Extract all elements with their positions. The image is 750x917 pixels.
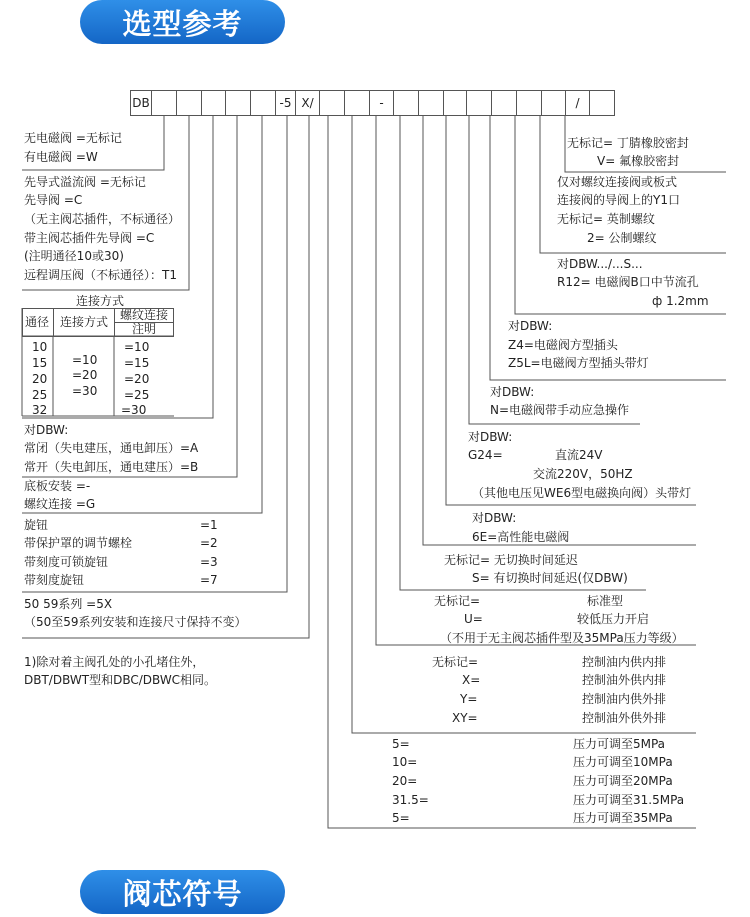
option-text: 对DBW: (472, 511, 517, 525)
option-text: 无标记= (434, 594, 481, 608)
option-text: （无主阀芯插件，不标通径） (24, 212, 181, 226)
option-text: 对DBW.../...S... (557, 257, 643, 271)
option-text: 对DBW: (468, 430, 513, 444)
option-code: =7 (200, 573, 218, 587)
option-text: R12= 电磁阀B口中节流孔 (557, 275, 699, 289)
option-text: Z5L=电磁阀方型插头带灯 (508, 356, 649, 370)
option-text: 较低压力开启 (577, 612, 650, 626)
option-text: 带刻度旋钮 (24, 573, 85, 587)
option-text: 无标记= (432, 655, 479, 669)
option-text: 常开（失电卸压，通电建压）=B (24, 460, 199, 474)
pressure-code: 5= (392, 737, 410, 751)
code-cell: X/ (296, 91, 320, 115)
option-text: 标准型 (587, 594, 624, 608)
option-text: 无标记= 无切换时间延迟 (444, 553, 578, 567)
option-text: 连接阀的导阀上的Y1口 (557, 193, 680, 207)
table-cell: 15 (32, 356, 48, 370)
option-text: Z4=电磁阀方型插头 (508, 338, 618, 352)
table-header: 通径 (23, 309, 54, 337)
code-cell: / (566, 91, 590, 115)
option-text: G24= (468, 448, 503, 462)
option-text: 对DBW: (490, 385, 535, 399)
option-text: 无电磁阀 =无标记 (24, 131, 122, 145)
option-text: S= 有切换时间延迟(仅DBW) (472, 571, 628, 585)
option-text: （不用于无主阀芯插件型及35MPa压力等级） (440, 631, 684, 645)
option-text: 控制油内供内排 (582, 655, 667, 669)
option-text: 控制油外供内排 (582, 673, 667, 687)
table-cell: =15 (124, 356, 150, 370)
option-text: 远程调压阀（不标通径）：T1 (24, 268, 177, 282)
pressure-code: 20= (392, 774, 418, 788)
table-cell: =25 (124, 388, 150, 402)
option-text: 带主阀芯插件先导阀 =C (24, 231, 155, 245)
option-text: N=电磁阀带手动应急操作 (490, 403, 630, 417)
option-text: U= (464, 612, 483, 626)
option-text: X= (462, 673, 481, 687)
pressure-text: 压力可调至35MPa (573, 811, 673, 825)
table-cell: =10 (124, 340, 150, 354)
option-text: 有电磁阀 =W (24, 150, 98, 164)
table-header: 注明 (115, 323, 174, 337)
option-text: 底板安装 =- (24, 479, 91, 493)
table-cell: 25 (32, 388, 48, 402)
option-text: V= 氟橡胶密封 (597, 154, 680, 168)
option-text: 6E=高性能电磁阀 (472, 530, 570, 544)
pressure-text: 压力可调至20MPa (573, 774, 673, 788)
option-text: XY= (452, 711, 478, 725)
code-cell: - (370, 91, 394, 115)
option-text: 带刻度可锁旋钮 (24, 555, 109, 569)
option-text: 带保护罩的调节螺栓 (24, 536, 133, 550)
option-text: 无标记= 英制螺纹 (557, 212, 655, 226)
table-cell: 10 (32, 340, 48, 354)
table-cell: =30 (121, 403, 147, 417)
option-text: Y= (460, 692, 478, 706)
table-header: 螺纹连接 (115, 309, 174, 323)
connection-table-title: 连接方式 (76, 294, 125, 308)
option-text: 对DBW: (508, 319, 553, 333)
table-cell: =10 (72, 353, 98, 367)
table-cell: 20 (32, 372, 48, 386)
option-text: 50 59系列 =5X (24, 597, 113, 611)
code-cell: DB (131, 91, 152, 115)
option-text: 螺纹连接 =G (24, 497, 96, 511)
section-banner-selection: 选型参考 (80, 0, 285, 44)
pressure-text: 压力可调至5MPa (573, 737, 666, 751)
table-cell: =30 (72, 384, 98, 398)
pressure-code: 5= (392, 811, 410, 825)
table-cell: =20 (124, 372, 150, 386)
pressure-text: 压力可调至31.5MPa (573, 793, 685, 807)
option-text: 交流220V，50HZ (533, 467, 633, 481)
footnote: DBT/DBWT型和DBC/DBWC相同。 (24, 673, 217, 687)
option-text: （50至59系列安装和连接尺寸保持不变） (24, 615, 247, 629)
code-cell: -5 (276, 91, 296, 115)
option-text: 仅对螺纹连接阀或板式 (557, 175, 678, 189)
footnote: 1)除对着主阀孔处的小孔堵住外， (24, 655, 205, 669)
option-text: 2= 公制螺纹 (587, 231, 657, 245)
option-text: 先导阀 =C (24, 193, 83, 207)
pressure-code: 10= (392, 755, 418, 769)
option-text: 常闭（失电建压，通电卸压）=A (24, 441, 199, 455)
option-text: 控制油内供外排 (582, 692, 667, 706)
option-text: ф 1.2mm (652, 294, 709, 308)
section-banner-spool: 阀芯符号 (80, 870, 285, 914)
option-text: （其他电压见WE6型电磁换向阀）头带灯 (472, 486, 692, 500)
pressure-text: 压力可调至10MPa (573, 755, 673, 769)
option-text: 旋钮 (24, 518, 49, 532)
option-text: 直流24V (555, 448, 603, 462)
option-code: =2 (200, 536, 218, 550)
option-code: =3 (200, 555, 218, 569)
option-text: 对DBW: (24, 423, 69, 437)
table-cell: =20 (72, 368, 98, 382)
table-header: 连接方式 (54, 309, 115, 337)
table-cell: 32 (32, 403, 48, 417)
option-text: 无标记= 丁腈橡胶密封 (567, 136, 689, 150)
option-code: =1 (200, 518, 218, 532)
pressure-code: 31.5= (392, 793, 429, 807)
option-text: 先导式溢流阀 =无标记 (24, 175, 146, 189)
option-text: 控制油外供外排 (582, 711, 667, 725)
option-text: (注明通径10或30) (24, 249, 124, 263)
